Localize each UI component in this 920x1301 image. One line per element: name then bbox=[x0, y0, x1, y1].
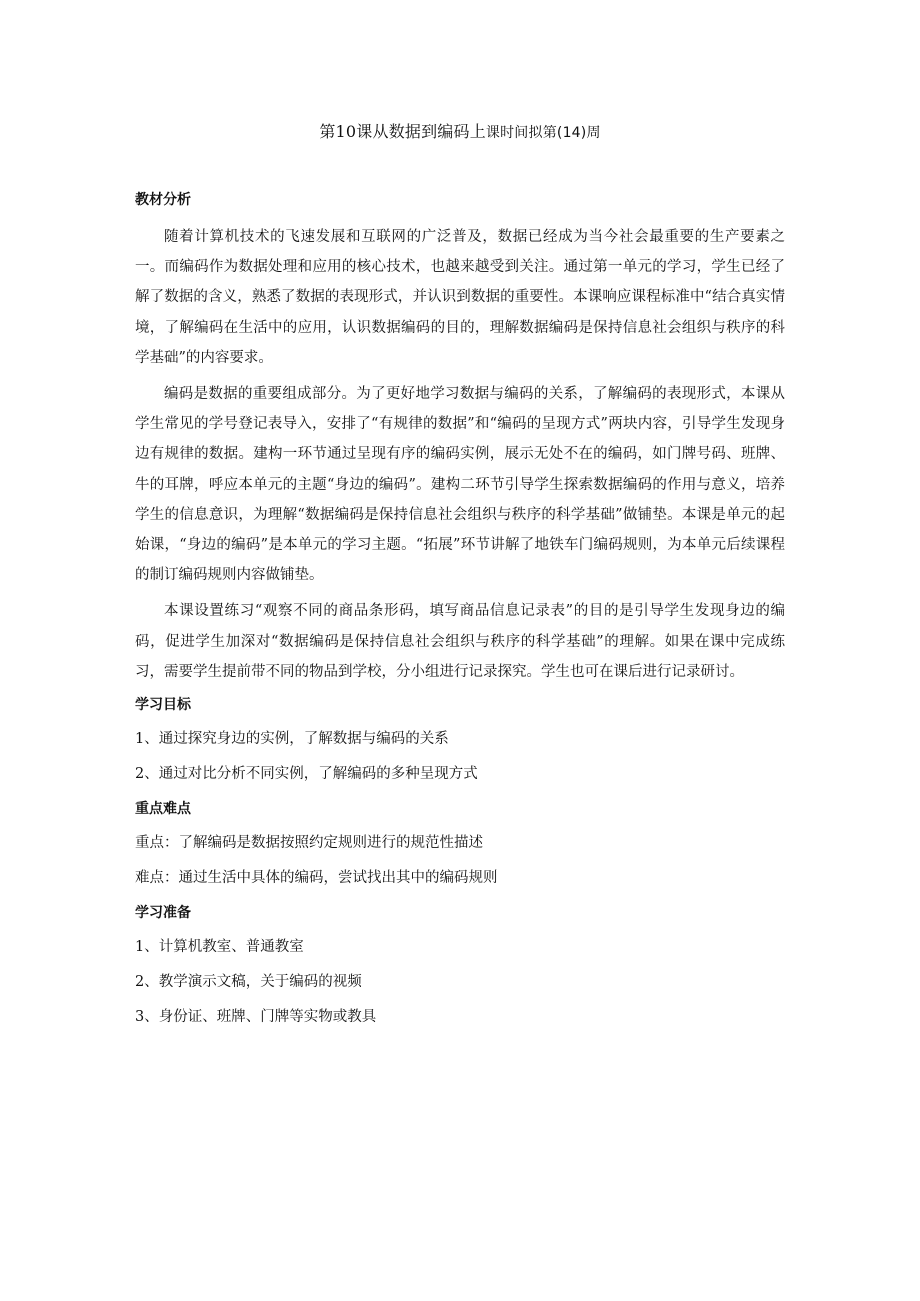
analysis-paragraph: 编码是数据的重要组成部分。为了更好地学习数据与编码的关系，了解编码的表现形式，本课从学生常见的学号登记表导入，安排了“有规律的数据”和“编码的呈现方式”两块内容，引导学生发现身边有规律的数据。建构一环节通过呈现有序的编码实例，展示无处不在的编码，如门牌号码、班牌、牛的耳牌，呼应本单元的主题“身边的编码”。建构二环节引导学生探索数据编码的作用与意义，培养学生的信息意识，为理解“数据编码是保持信息社会组织与秩序的科学基础”做铺垫。本课是单元的起始课，“身边的编码”是本单元的学习主题。“拓展”环节讲解了地铁车门编码规则，为本单元后续课程的制订编码规则内容做铺垫。 bbox=[135, 386, 785, 584]
key-point-item: 重点：了解编码是数据按照约定规则进行的规范性描述 bbox=[135, 835, 483, 852]
preparation-item: 3、身份证、班牌、门牌等实物或教具 bbox=[135, 1009, 377, 1026]
document-title bbox=[0, 120, 920, 145]
section-heading-analysis: 教材分析 bbox=[135, 192, 191, 208]
document-body bbox=[135, 188, 785, 1040]
section-heading-preparation: 学习准备 bbox=[135, 905, 191, 922]
analysis-paragraph: 随着计算机技术的飞速发展和互联网的广泛普及，数据已经成为当今社会最重要的生产要素之一。而编码作为数据处理和应用的核心技术，也越来越受到关注。通过第一单元的学习，学生已经了解了数据的含义，熟悉了数据的表现形式，并认识到数据的重要性。本课响应课程标准中“结合真实情境，了解编码在生活中的应用，认识数据编码的目的，理解数据编码是保持信息社会组织与秩序的科学基础”的内容要求。 bbox=[135, 229, 785, 366]
title-schedule: 课时间拟第(14)周 bbox=[485, 125, 601, 141]
preparation-item: 1、计算机教室、普通教室 bbox=[135, 939, 304, 956]
section-heading-objectives: 学习目标 bbox=[135, 697, 191, 714]
key-point-item: 难点：通过生活中具体的编码，尝试找出其中的编码规则 bbox=[135, 870, 498, 887]
preparation-item: 2、教学演示文稿，关于编码的视频 bbox=[135, 974, 362, 991]
objective-item: 2、通过对比分析不同实例，了解编码的多种呈现方式 bbox=[135, 766, 478, 783]
section-heading-key-points: 重点难点 bbox=[135, 801, 191, 818]
analysis-paragraph: 本课设置练习“观察不同的商品条形码，填写商品信息记录表”的目的是引导学生发现身边的编码，促进学生加深对“数据编码是保持信息社会组织与秩序的科学基础”的理解。如果在课中完成练习，需要学生提前带不同的物品到学校，分小组进行记录探究。学生也可在课后进行记录研讨。 bbox=[135, 603, 785, 680]
title-main: 第10课从数据到编码上 bbox=[319, 122, 486, 141]
objective-item: 1、通过探究身边的实例，了解数据与编码的关系 bbox=[135, 731, 449, 748]
